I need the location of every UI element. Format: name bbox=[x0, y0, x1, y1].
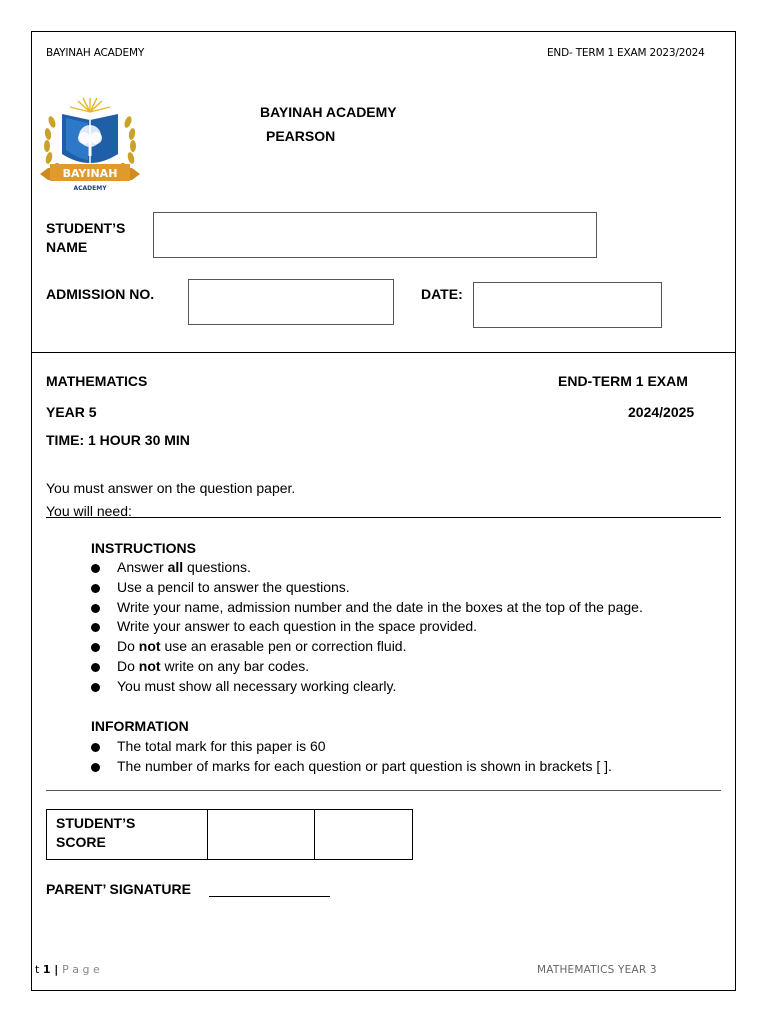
instructions-list bbox=[91, 558, 731, 697]
instruction-item: You must show all necessary working clearly. bbox=[91, 677, 731, 697]
score-cell-1[interactable] bbox=[208, 810, 315, 860]
instructions-title: INSTRUCTIONS bbox=[91, 540, 196, 556]
score-cell-2[interactable] bbox=[315, 810, 413, 860]
section-divider bbox=[31, 352, 736, 353]
parent-signature-label: PARENT’ SIGNATURE bbox=[46, 881, 191, 897]
bullet-icon bbox=[91, 743, 100, 752]
logo-emblem-icon bbox=[38, 92, 142, 196]
information-item: The total mark for this paper is 60 bbox=[91, 737, 731, 757]
bullet-icon bbox=[91, 763, 100, 772]
instruction-item: Use a pencil to answer the questions. bbox=[91, 578, 731, 598]
school-name: BAYINAH ACADEMY bbox=[260, 104, 397, 120]
information-list bbox=[91, 737, 731, 777]
student-name-label: STUDENT’S NAME bbox=[46, 220, 126, 255]
year-label: YEAR 5 bbox=[46, 404, 97, 420]
bullet-icon bbox=[91, 643, 100, 652]
instruction-item: Write your name, admission number and the date in the boxes at the top of the page. bbox=[91, 598, 731, 618]
score-label-line-1: STUDENT’S bbox=[56, 815, 136, 831]
bullet-icon bbox=[91, 564, 100, 573]
bullet-icon bbox=[91, 623, 100, 632]
bullet-icon bbox=[91, 584, 100, 593]
bullet-icon bbox=[91, 604, 100, 613]
score-label-line-2: SCORE bbox=[56, 834, 106, 850]
footer-subject: MATHEMATICS YEAR 3 bbox=[537, 964, 657, 976]
answer-note: You must answer on the question paper. bbox=[46, 480, 296, 496]
information-item: The number of marks for each question or part question is shown in brackets [ ]. bbox=[91, 757, 731, 777]
information-divider bbox=[46, 790, 721, 791]
admission-label: ADMISSION NO. bbox=[46, 286, 155, 302]
instruction-item: Write your answer to each question in the space provided. bbox=[91, 617, 731, 637]
header-left: BAYINAH ACADEMY bbox=[46, 47, 145, 59]
instruction-item: Do not use an erasable pen or correction fluid. bbox=[91, 637, 731, 657]
subject-title: MATHEMATICS bbox=[46, 373, 148, 389]
school-logo bbox=[38, 92, 142, 196]
svg-text:BAYINAH: BAYINAH bbox=[62, 167, 118, 180]
session-label: 2024/2025 bbox=[628, 404, 695, 420]
school-board: PEARSON bbox=[266, 128, 336, 144]
page-number: t 1 | P a g e bbox=[35, 963, 100, 976]
student-name-field[interactable] bbox=[153, 212, 597, 258]
admission-number-field[interactable] bbox=[188, 279, 394, 325]
header-right: END- TERM 1 EXAM 2023/2024 bbox=[547, 47, 705, 59]
parent-signature-line[interactable] bbox=[209, 896, 330, 897]
score-label-cell bbox=[47, 810, 208, 860]
time-label: TIME: 1 HOUR 30 MIN bbox=[46, 432, 190, 448]
you-will-need: You will need: bbox=[46, 503, 132, 519]
date-field[interactable] bbox=[473, 282, 662, 328]
date-label: DATE: bbox=[421, 286, 463, 302]
instruction-item: Do not write on any bar codes. bbox=[91, 657, 731, 677]
information-title: INFORMATION bbox=[91, 718, 189, 734]
you-will-need-underline bbox=[46, 517, 721, 518]
bullet-icon bbox=[91, 683, 100, 692]
bullet-icon bbox=[91, 663, 100, 672]
exam-name: END-TERM 1 EXAM bbox=[558, 373, 688, 389]
score-table bbox=[46, 809, 413, 860]
instruction-item: Answer all questions. bbox=[91, 558, 731, 578]
svg-text:ACADEMY: ACADEMY bbox=[73, 185, 107, 192]
